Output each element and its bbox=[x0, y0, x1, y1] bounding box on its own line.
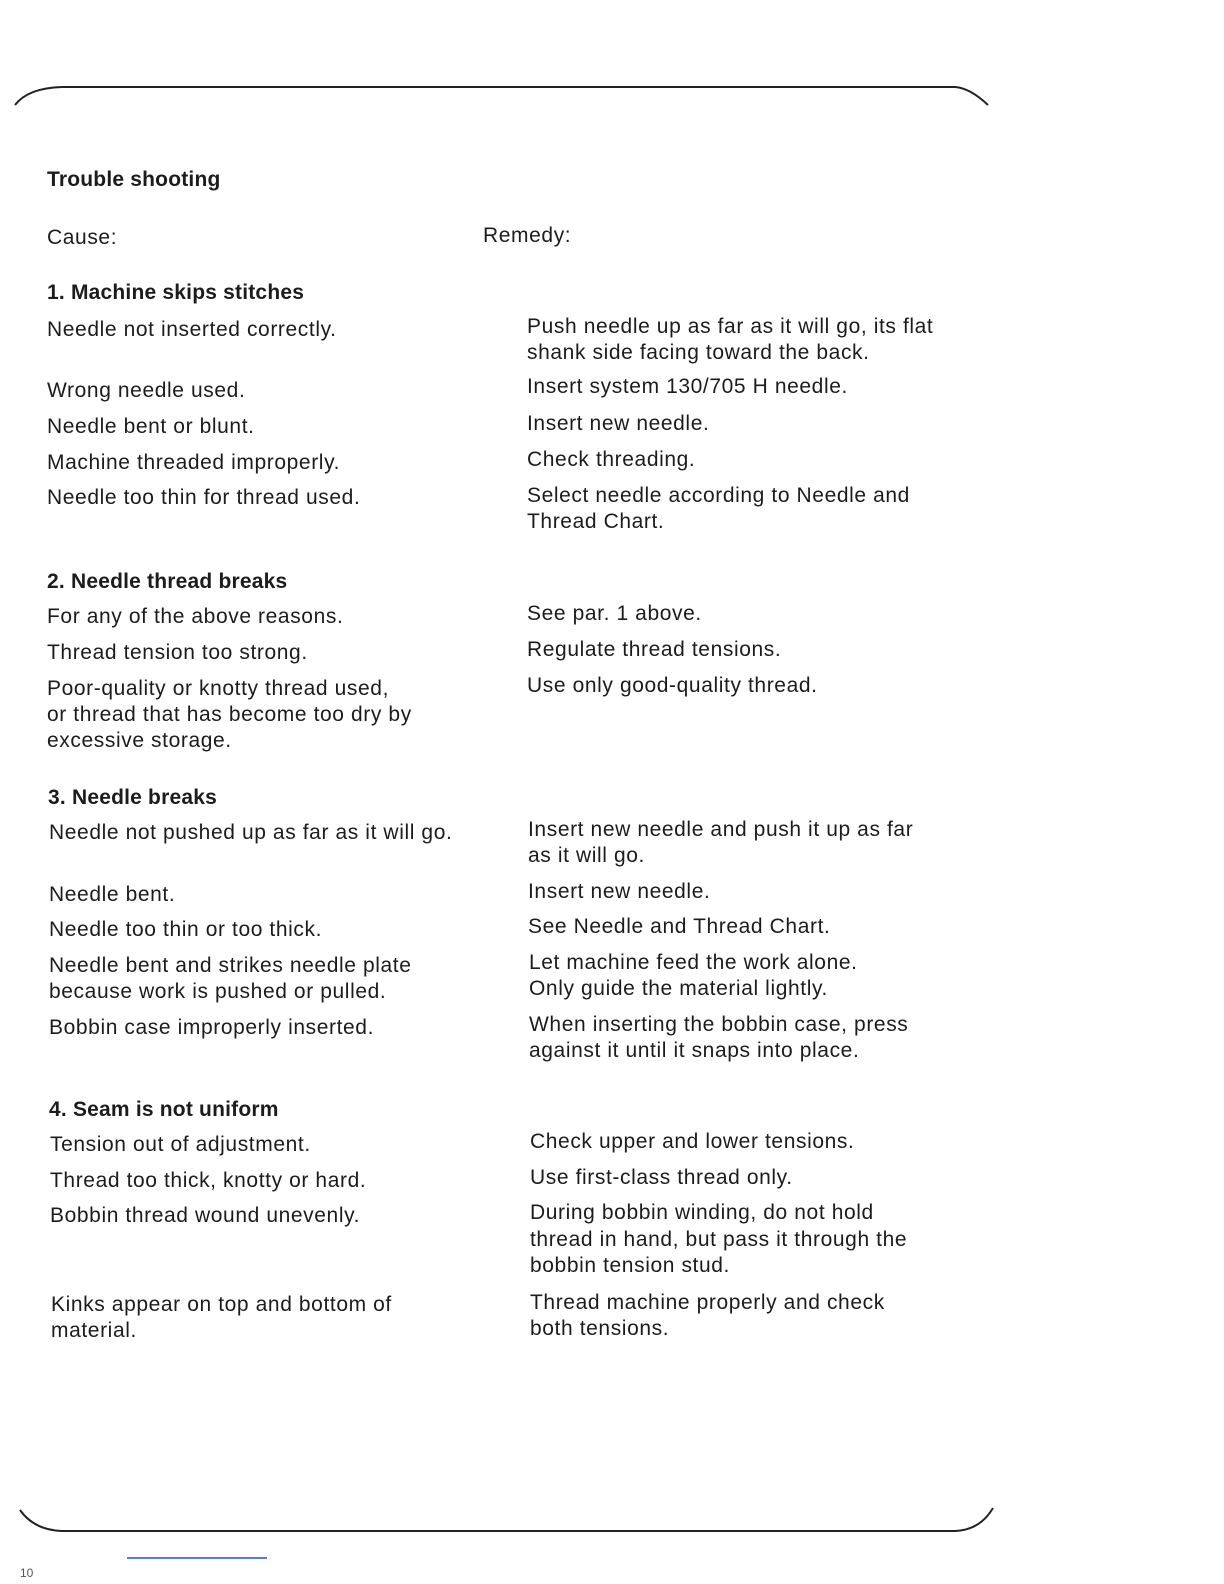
remedy-text: against it until it snaps into place. bbox=[529, 1039, 860, 1062]
section-heading: 3. Needle breaks bbox=[48, 786, 217, 809]
cause-text: because work is pushed or pulled. bbox=[49, 980, 387, 1003]
cause-text: Thread tension too strong. bbox=[47, 641, 308, 664]
cause-text: Needle too thin for thread used. bbox=[47, 486, 361, 509]
section-heading: 4. Seam is not uniform bbox=[49, 1098, 279, 1121]
remedy-text: Insert new needle. bbox=[528, 880, 711, 903]
cause-text: Thread too thick, knotty or hard. bbox=[50, 1169, 367, 1192]
remedy-text: Let machine feed the work alone. bbox=[529, 951, 858, 974]
section-heading: 2. Needle thread breaks bbox=[47, 570, 288, 593]
remedy-text: Insert system 130/705 H needle. bbox=[527, 375, 848, 398]
cause-column-header: Cause: bbox=[47, 226, 118, 249]
remedy-text: Check upper and lower tensions. bbox=[530, 1130, 855, 1153]
cause-text: Machine threaded improperly. bbox=[47, 451, 341, 474]
cause-text: Kinks appear on top and bottom of bbox=[51, 1293, 392, 1316]
remedy-text: Use only good-quality thread. bbox=[527, 674, 818, 697]
remedy-text: bobbin tension stud. bbox=[530, 1254, 730, 1277]
remedy-text: Thread machine properly and check bbox=[530, 1291, 885, 1314]
page-title: Trouble shooting bbox=[47, 168, 221, 191]
remedy-text: shank side facing toward the back. bbox=[527, 341, 870, 364]
top-frame-rule bbox=[15, 87, 988, 105]
remedy-text: Select needle according to Needle and bbox=[527, 484, 910, 507]
remedy-text: See par. 1 above. bbox=[527, 602, 702, 625]
cause-text: Needle bent or blunt. bbox=[47, 415, 255, 438]
remedy-text: Thread Chart. bbox=[527, 510, 665, 533]
remedy-text: Regulate thread tensions. bbox=[527, 638, 782, 661]
cause-text: Needle bent and strikes needle plate bbox=[49, 954, 412, 977]
cause-text: Tension out of adjustment. bbox=[50, 1133, 311, 1156]
remedy-text: See Needle and Thread Chart. bbox=[528, 915, 831, 938]
cause-text: For any of the above reasons. bbox=[47, 605, 344, 628]
cause-text: Needle too thin or too thick. bbox=[49, 918, 323, 941]
cause-text: Poor-quality or knotty thread used, bbox=[47, 677, 390, 700]
cause-text: Bobbin thread wound unevenly. bbox=[50, 1204, 361, 1227]
cause-text: material. bbox=[51, 1319, 137, 1342]
section-heading: 1. Machine skips stitches bbox=[47, 281, 305, 304]
remedy-text: Use first-class thread only. bbox=[530, 1166, 793, 1189]
bottom-frame-rule bbox=[20, 1508, 993, 1531]
remedy-text: both tensions. bbox=[530, 1317, 670, 1340]
remedy-text: During bobbin winding, do not hold bbox=[530, 1201, 874, 1224]
remedy-text: Check threading. bbox=[527, 448, 696, 471]
cause-text: Wrong needle used. bbox=[47, 379, 246, 402]
remedy-text: Only guide the material lightly. bbox=[529, 977, 828, 1000]
remedy-text: thread in hand, but pass it through the bbox=[530, 1228, 908, 1251]
cause-text: excessive storage. bbox=[47, 729, 232, 752]
cause-text: or thread that has become too dry by bbox=[47, 703, 412, 726]
cause-text: Bobbin case improperly inserted. bbox=[49, 1016, 375, 1039]
page-number: 10 bbox=[20, 1566, 34, 1580]
remedy-column-header: Remedy: bbox=[483, 224, 572, 247]
remedy-text: When inserting the bobbin case, press bbox=[529, 1013, 909, 1036]
remedy-text: Insert new needle and push it up as far bbox=[528, 818, 914, 841]
cause-text: Needle not pushed up as far as it will go. bbox=[49, 821, 453, 844]
remedy-text: Push needle up as far as it will go, its flat bbox=[527, 315, 934, 338]
cause-text: Needle not inserted correctly. bbox=[47, 318, 337, 341]
remedy-text: Insert new needle. bbox=[527, 412, 710, 435]
remedy-text: as it will go. bbox=[528, 844, 645, 867]
cause-text: Needle bent. bbox=[49, 883, 176, 906]
